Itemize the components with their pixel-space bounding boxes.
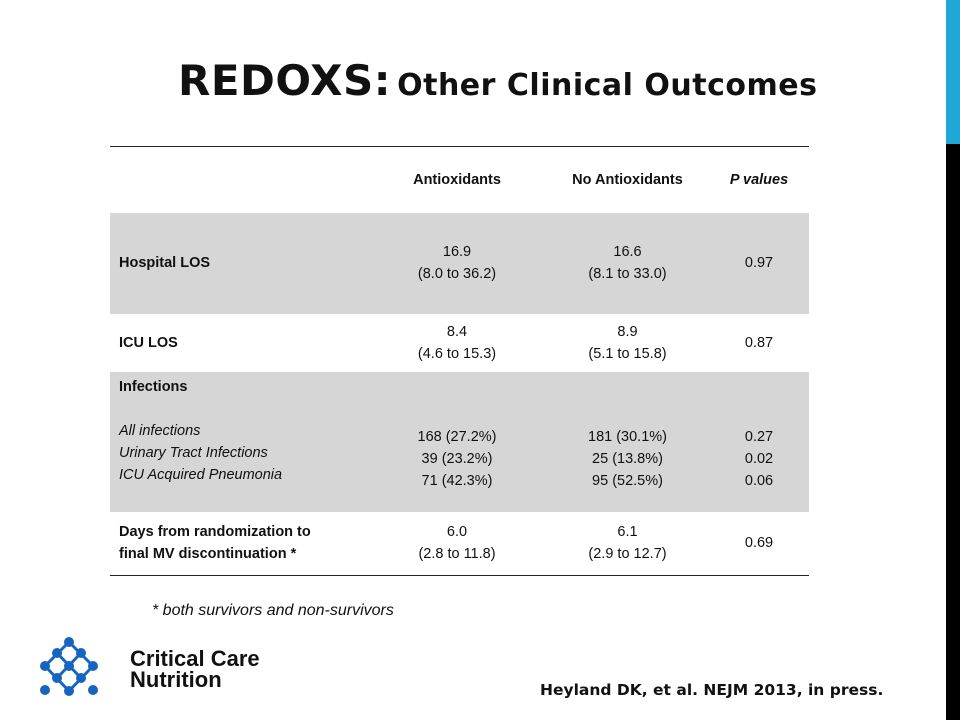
infection-items xyxy=(119,420,368,486)
cell-value: 181 (30.1%) xyxy=(588,428,667,445)
cell-range: (4.6 to 15.3) xyxy=(417,345,497,362)
cell-value: 71 (42.3%) xyxy=(421,472,493,489)
logo-text xyxy=(130,648,260,690)
cell-no-antioxidants xyxy=(546,314,709,372)
cell-p-value xyxy=(709,372,809,512)
row-label-icu-los: ICU LOS xyxy=(119,334,178,351)
cell-antioxidants xyxy=(368,372,546,512)
cell-range: (5.1 to 15.8) xyxy=(588,345,667,362)
label-line: Days from randomization to xyxy=(119,524,311,541)
cell-value: 0.02 xyxy=(744,450,774,467)
cell-p-value: 0.69 xyxy=(744,535,774,552)
cell-range: (2.9 to 12.7) xyxy=(588,546,667,563)
cell-value: 6.1 xyxy=(617,524,638,541)
item-icu-pneumonia: ICU Acquired Pneumonia xyxy=(119,466,283,483)
cell-range: (2.8 to 11.8) xyxy=(418,546,496,563)
critical-care-nutrition-logo-icon xyxy=(36,636,106,706)
table-row xyxy=(110,512,809,576)
table-header-row xyxy=(110,147,809,213)
cell-value: 8.9 xyxy=(617,323,638,340)
row-label-days-to-mv-discontinuation xyxy=(110,512,368,576)
cell-range: (8.1 to 33.0) xyxy=(588,266,667,282)
cell-p-value: 0.87 xyxy=(744,334,774,351)
cell-p-value: 0.97 xyxy=(744,255,774,271)
cell-no-antioxidants xyxy=(546,213,709,314)
cell-antioxidants xyxy=(368,512,546,576)
item-uti: Urinary Tract Infections xyxy=(119,444,268,461)
cell-value: 0.06 xyxy=(744,472,774,489)
table-row xyxy=(110,314,809,372)
item-all-infections: All infections xyxy=(119,422,201,439)
cell-value: 25 (13.8%) xyxy=(592,450,663,467)
cell-range: (8.0 to 36.2) xyxy=(417,266,497,282)
header-blank xyxy=(110,147,368,213)
cell-no-antioxidants xyxy=(546,372,709,512)
header-no-antioxidants: No Antioxidants xyxy=(572,171,683,188)
cell-antioxidants xyxy=(368,314,546,372)
cell-antioxidants xyxy=(368,213,546,314)
header-p-values: P values xyxy=(729,171,789,188)
cell-value: 0.27 xyxy=(744,428,774,445)
outcomes-table xyxy=(110,146,809,576)
logo-line-2: Nutrition xyxy=(130,667,222,692)
slide-title xyxy=(178,56,817,105)
cell-value: 8.4 xyxy=(446,323,468,340)
label-line: final MV discontinuation * xyxy=(119,546,297,563)
footnote: * both survivors and non-survivors xyxy=(152,602,394,619)
citation: Heyland DK, et al. NEJM 2013, in press. xyxy=(540,681,884,699)
cell-value: 6.0 xyxy=(446,524,468,541)
row-label-infections xyxy=(110,372,368,512)
table-row xyxy=(110,213,809,314)
infections-title: Infections xyxy=(119,378,188,395)
logo-line-1: Critical Care xyxy=(130,646,260,671)
title-main: REDOXS: xyxy=(178,56,392,105)
cell-value: 16.9 xyxy=(442,244,472,260)
cell-value: 16.6 xyxy=(613,244,642,260)
row-label-hospital-los: Hospital LOS xyxy=(119,255,211,271)
cell-no-antioxidants xyxy=(546,512,709,576)
cell-value: 95 (52.5%) xyxy=(592,472,663,489)
cell-value: 39 (23.2%) xyxy=(421,450,493,467)
header-antioxidants: Antioxidants xyxy=(413,171,501,188)
cell-value: 168 (27.2%) xyxy=(417,428,497,445)
side-bar-accent xyxy=(946,0,960,144)
table-row xyxy=(110,372,809,512)
title-sub: Other Clinical Outcomes xyxy=(397,68,818,103)
